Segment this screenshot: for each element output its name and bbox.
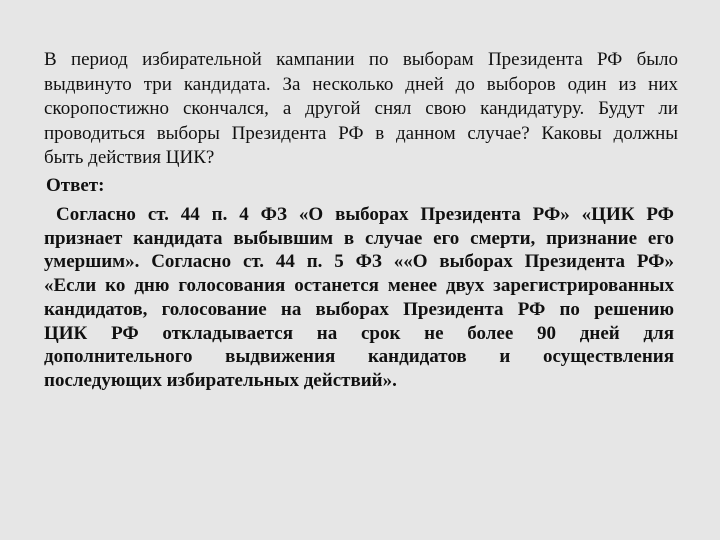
answer-heading: Ответ: xyxy=(46,175,105,196)
question-line: скоропостижно скончался, а другой снял свою кандидатуру. Будут ли xyxy=(44,98,678,119)
answer-line: ЦИК РФ откладывается на срок не более 90 дней для xyxy=(44,322,674,344)
question-line: проводиться выборы Президента РФ в данном случае? Каковы должны xyxy=(44,122,678,144)
answer-line: «Если ко дню голосования останется менее двух зарегистрированных xyxy=(44,275,674,297)
answer-line: дополнительного выдвижения кандидатов и осуществления xyxy=(44,346,674,368)
question-line: В период избирательной кампании по выборам Президента РФ было xyxy=(44,49,678,70)
answer-text xyxy=(44,203,674,393)
answer-line: признает кандидата выбывшим в случае его смерти, признание его xyxy=(44,227,674,249)
answer-line: умершим». Согласно ст. 44 п. 5 ФЗ ««О выборах Президента РФ» xyxy=(44,251,674,273)
answer-line: последующих избирательных действий». xyxy=(44,369,397,391)
answer-line: кандидатов, голосование на выборах Президента РФ по решению xyxy=(44,298,674,320)
question-line: выдвинуто три кандидата. За несколько дней до выборов один из них xyxy=(44,73,678,95)
answer-line: Согласно ст. 44 п. 4 ФЗ «О выборах Президента РФ» «ЦИК РФ xyxy=(56,204,674,225)
question-line: быть действия ЦИК? xyxy=(44,147,215,168)
question-text xyxy=(44,48,678,171)
